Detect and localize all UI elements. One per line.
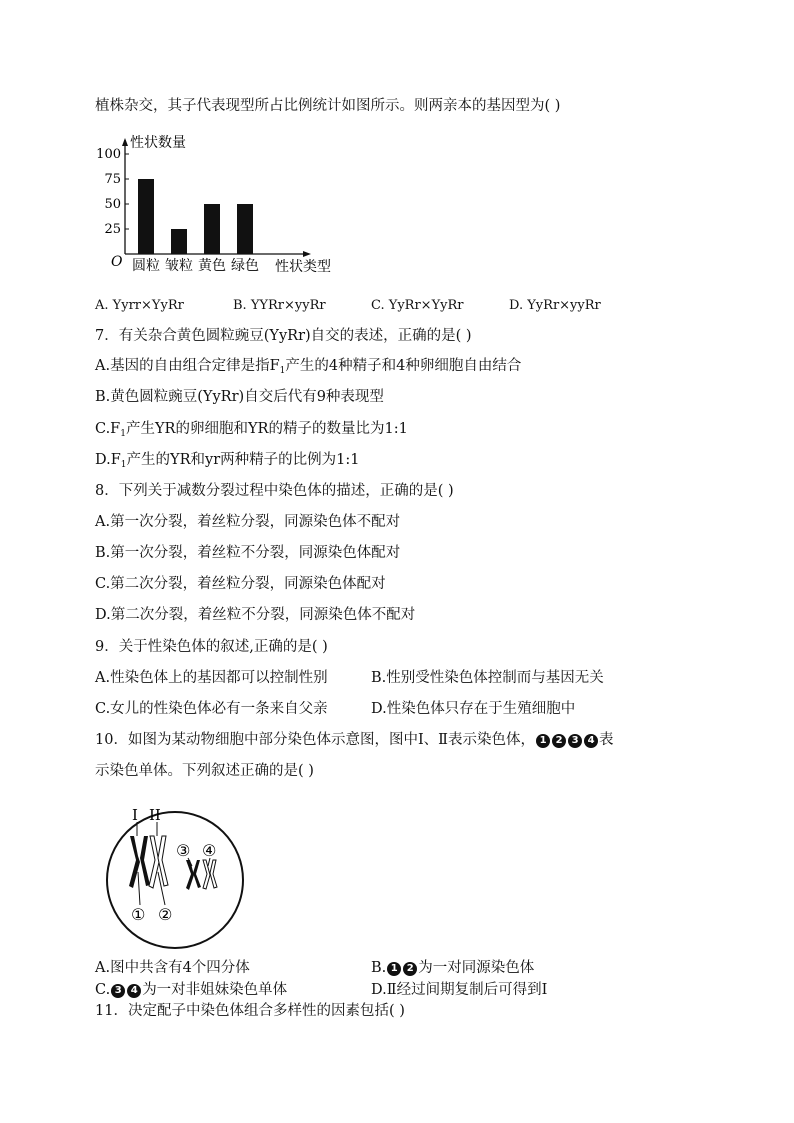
origin-label: O [111,254,123,270]
bar-chart [95,128,355,278]
q10-option-c[interactable] [95,980,287,1000]
y-tick-label-0: 25 [104,222,121,237]
chart-bars [138,179,253,254]
chromosome-4 [203,860,217,889]
q6-option-d[interactable]: D. YyRr×yyRr [509,298,601,313]
y-tick-label-1: 50 [104,197,121,212]
bar-3 [237,204,253,254]
q11-stem: 11．决定配子中染色体组合多样性的因素包括( ) [95,1003,405,1019]
q10-c-head: C. [95,982,111,998]
q8-stem: 8．下列关于减数分裂过程中染色体的描述，正确的是( ) [95,483,454,499]
q10-stem-line1 [95,730,614,750]
circle-mark-3: 3 [111,984,125,998]
x-axis-title: 性状类型 [275,259,331,275]
q6-option-a[interactable]: A. Yyrr×YyRr [95,298,184,313]
q9-option-c[interactable]: C.女儿的性染色体必有一条来自父亲 [95,701,328,717]
q7-option-c[interactable] [95,419,408,444]
bar-0 [138,179,154,254]
q10-option-b[interactable] [371,958,534,978]
chromosome-2 [149,836,168,888]
y-tick-label-3: 100 [96,147,121,162]
circle-mark-4: 4 [127,984,141,998]
q10-b-head: B. [371,960,387,976]
label-roman-1: I [132,806,138,824]
q6-option-b[interactable]: B. YYRr×yyRr [233,298,326,313]
circle-mark-1: 1 [387,962,401,976]
q10-stem-tail: 表 [599,732,614,748]
q9-option-d[interactable]: D.性染色体只存在于生殖细胞中 [371,701,576,717]
q7-a-sub: 1 [279,366,286,376]
q9-option-b[interactable]: B.性别受性染色体控制而与基因无关 [371,670,604,686]
q6-option-c[interactable]: C. YyRr×YyRr [371,298,464,313]
q10-c-tail: 为一对非姐妹染色单体 [142,982,288,998]
label-roman-2: II [149,806,161,824]
q7-option-b[interactable]: B.黄色圆粒豌豆(YyRr)自交后代有9种表现型 [95,389,384,405]
q7-a-head: A.基因的自由组合定律是指F [95,358,280,374]
x-category-label-0: 圆粒 [132,258,160,274]
bar-1 [171,229,187,254]
q7-d-head: D.F [95,452,121,468]
q7-stem: 7．有关杂合黄色圆粒豌豆(YyRr)自交的表述，正确的是( ) [95,328,472,344]
q7-a-tail: 产生的4种精子和4种卵细胞自由结合 [285,358,522,374]
q8-option-b[interactable]: B.第一次分裂，着丝粒不分裂，同源染色体配对 [95,545,401,561]
q7-c-tail: 产生YR的卵细胞和YR的精子的数量比为1:1 [125,421,408,437]
x-category-label-1: 皱粒 [165,258,193,274]
x-axis-arrow [303,251,311,257]
label-2: ② [158,905,173,924]
q10-option-d[interactable]: D.Ⅱ经过间期复制后可得到I [371,982,548,998]
q9-stem: 9．关于性染色体的叙述,正确的是( ) [95,639,328,655]
y-axis-arrow [122,138,128,146]
q7-option-a[interactable] [95,356,521,381]
q7-d-tail: 产生的YR和yr两种精子的比例为1:1 [126,452,360,468]
x-category-label-2: 黄色 [198,258,226,274]
q7-c-sub: 1 [120,429,126,439]
q7-option-d[interactable] [95,450,359,475]
y-tick-label-2: 75 [104,172,121,187]
q8-option-c[interactable]: C.第二次分裂，着丝粒分裂，同源染色体配对 [95,576,386,592]
q10-option-a[interactable]: A.图中共含有4个四分体 [95,960,250,976]
q9-option-a[interactable]: A.性染色体上的基因都可以控制性别 [95,670,328,686]
chromosome-3 [186,860,201,890]
q10-stem-line2: 示染色单体。下列叙述正确的是( ) [95,763,314,779]
label-1: ① [131,905,146,924]
circle-mark-2: 2 [403,962,417,976]
cell-membrane [107,812,243,948]
q6-stem: 植株杂交，其子代表现型所占比例统计如图所示。则两亲本的基因型为( ) [95,98,561,114]
chromosome-1 [129,836,150,888]
label-4: ④ [202,841,217,860]
label-3: ③ [176,841,191,860]
q10-stem-head: 10．如图为某动物细胞中部分染色体示意图，图中Ⅰ、Ⅱ表示染色体， [95,732,536,748]
q7-c-head: C.F [95,421,121,437]
x-category-label-3: 绿色 [231,258,259,274]
q8-option-d[interactable]: D.第二次分裂，着丝粒不分裂，同源染色体不配对 [95,607,416,623]
circle-mark-3: 3 [568,734,582,748]
cell-diagram [100,800,250,950]
q8-option-a[interactable]: A.第一次分裂，着丝粒分裂，同源染色体不配对 [95,514,401,530]
q10-b-tail: 为一对同源染色体 [418,960,535,976]
pointer-1 [138,872,140,905]
bar-2 [204,204,220,254]
circle-mark-4: 4 [584,734,598,748]
circle-mark-1: 1 [536,734,550,748]
y-axis-title: 性状数量 [130,135,186,151]
circle-mark-2: 2 [552,734,566,748]
q7-d-sub: 1 [120,460,127,470]
